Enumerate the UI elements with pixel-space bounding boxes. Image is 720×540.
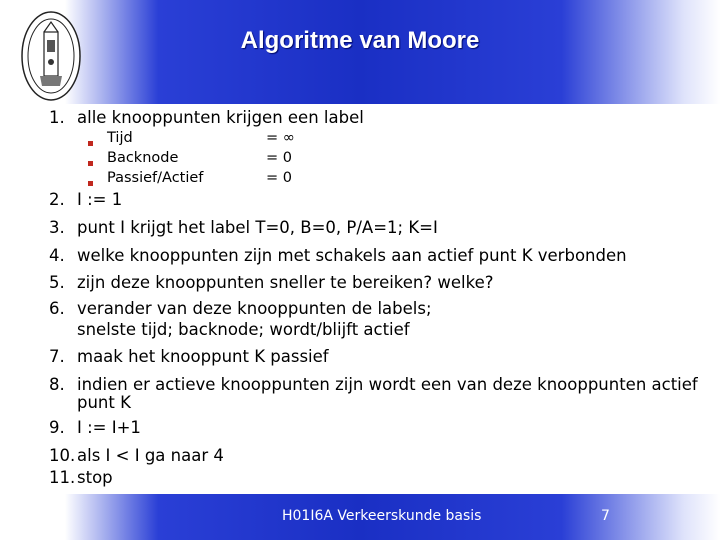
- step-number: 3.: [49, 218, 65, 237]
- step-number: 8.: [49, 375, 65, 394]
- step-number: 9.: [49, 418, 65, 437]
- step-text: alle knooppunten krijgen een label: [77, 108, 364, 127]
- step-text: indien er actieve knooppunten zijn wordt een van deze knooppunten actief: [77, 375, 698, 394]
- bullet-icon: [88, 141, 93, 146]
- label-value: = 0: [266, 170, 292, 186]
- step-number: 4.: [49, 246, 65, 265]
- step-text: als I < I ga naar 4: [77, 446, 224, 465]
- label-name: Backnode: [107, 150, 179, 166]
- step-number: 6.: [49, 299, 65, 318]
- step-text: verander van deze knooppunten de labels;: [77, 299, 432, 318]
- label-value: = ∞: [266, 130, 295, 146]
- course-code: H01I6A Verkeerskunde basis: [282, 508, 482, 524]
- step-text-continued: snelste tijd; backnode; wordt/blijft actief: [77, 320, 410, 339]
- label-name: Passief/Actief: [107, 170, 204, 186]
- label-value: = 0: [266, 150, 292, 166]
- step-text: stop: [77, 468, 113, 487]
- step-number: 1.: [49, 108, 65, 127]
- university-seal-icon: [20, 10, 82, 102]
- step-text: maak het knooppunt K passief: [77, 347, 329, 366]
- step-number: 11.: [49, 468, 76, 487]
- step-text: I := I+1: [77, 418, 141, 437]
- step-text: I := 1: [77, 190, 123, 209]
- slide-title: Algoritme van Moore: [240, 27, 480, 54]
- step-text: punt I krijgt het label T=0, B=0, P/A=1; K=I: [77, 218, 438, 237]
- step-text: zijn deze knooppunten sneller te bereiken? welke?: [77, 273, 494, 292]
- step-number: 10.: [49, 446, 76, 465]
- step-number: 5.: [49, 273, 65, 292]
- step-number: 7.: [49, 347, 65, 366]
- bullet-icon: [88, 181, 93, 186]
- step-number: 2.: [49, 190, 65, 209]
- bullet-icon: [88, 161, 93, 166]
- step-text: welke knooppunten zijn met schakels aan actief punt K verbonden: [77, 246, 627, 265]
- page-number: 7: [601, 508, 610, 524]
- step-text-continued: punt K: [77, 393, 131, 412]
- label-name: Tijd: [107, 130, 133, 146]
